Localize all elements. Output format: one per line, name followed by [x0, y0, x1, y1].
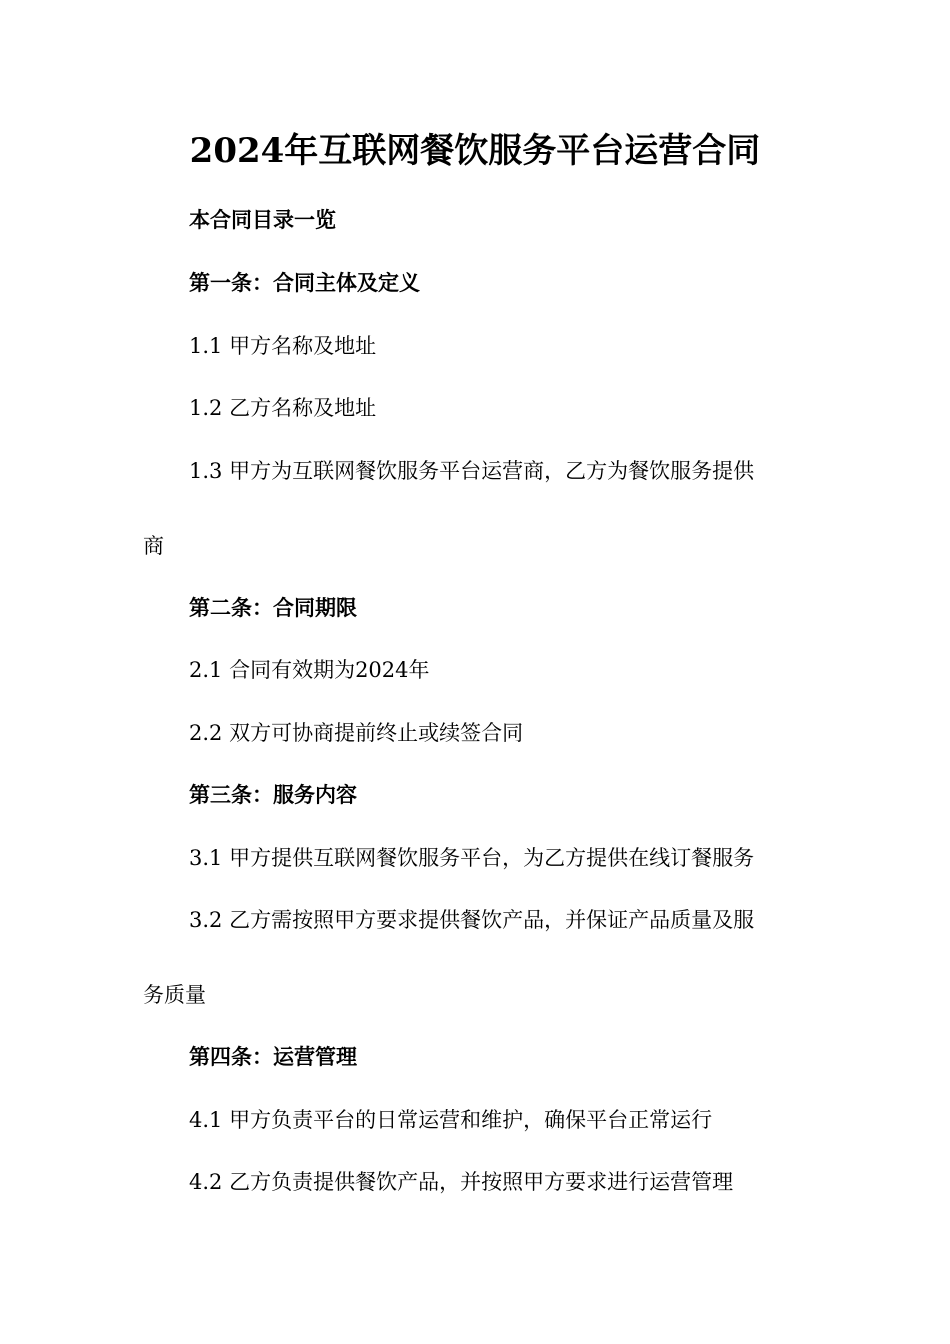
clause-1-3: 1.3 甲方为互联网餐饮服务平台运营商，乙方为餐饮服务提供 — [189, 459, 755, 483]
clause-2-2: 2.2 双方可协商提前终止或续签合同 — [189, 721, 524, 745]
clause-3-1: 3.1 甲方提供互联网餐饮服务平台，为乙方提供在线订餐服务 — [189, 846, 755, 870]
clause-1-1: 1.1 甲方名称及地址 — [189, 334, 377, 358]
section-heading-2: 第二条：合同期限 — [189, 595, 357, 620]
clause-2-1: 2.1 合同有效期为2024年 — [189, 658, 430, 682]
clause-1-3-continued: 商 — [143, 534, 164, 558]
toc-heading: 本合同目录一览 — [189, 207, 336, 232]
section-heading-1: 第一条：合同主体及定义 — [189, 270, 420, 295]
section-heading-3: 第三条：服务内容 — [189, 782, 357, 807]
document-title: 2024年互联网餐饮服务平台运营合同 — [189, 131, 761, 171]
clause-1-2: 1.2 乙方名称及地址 — [189, 396, 377, 420]
clause-3-2-continued: 务质量 — [143, 983, 206, 1007]
clause-4-1: 4.1 甲方负责平台的日常运营和维护，确保平台正常运行 — [189, 1108, 713, 1132]
section-heading-4: 第四条：运营管理 — [189, 1044, 357, 1069]
clause-4-2: 4.2 乙方负责提供餐饮产品，并按照甲方要求进行运营管理 — [189, 1170, 734, 1194]
clause-3-2: 3.2 乙方需按照甲方要求提供餐饮产品，并保证产品质量及服 — [189, 908, 755, 932]
